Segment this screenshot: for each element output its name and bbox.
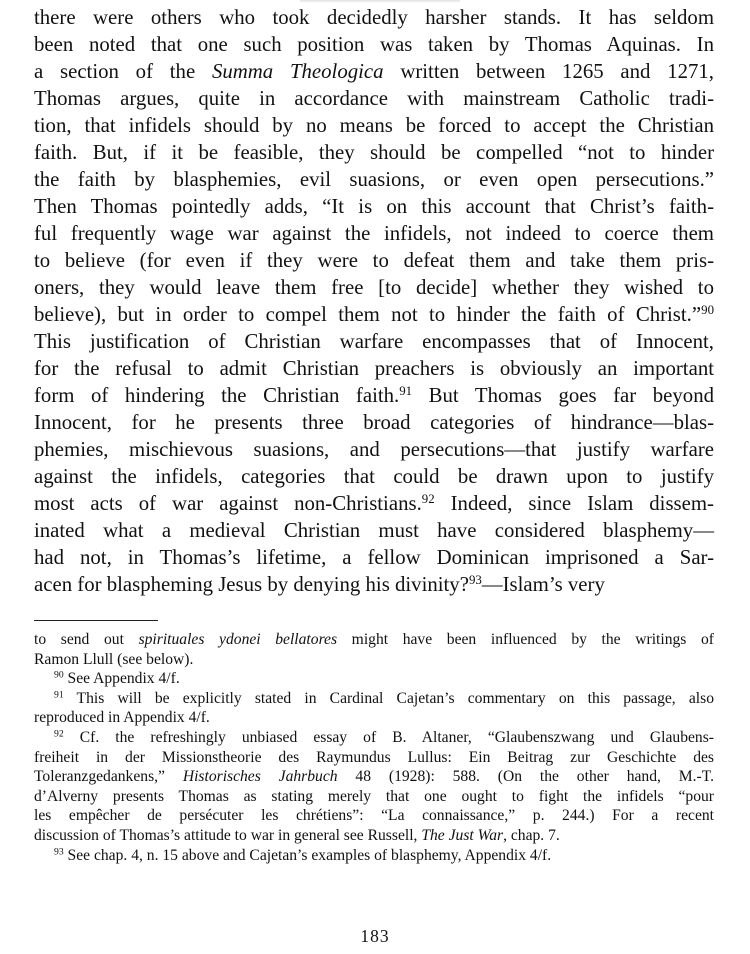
text-run: form of hindering the Christian faith. bbox=[34, 383, 400, 407]
footnote-line bbox=[34, 728, 714, 748]
footnote-ref: 91 bbox=[54, 689, 64, 701]
text-run: Thomas argues, quite in accordance with mainstream Catholic tradi- bbox=[34, 86, 714, 110]
italic-title: The Just War bbox=[421, 826, 504, 844]
footnote-line bbox=[34, 806, 714, 826]
text-run: a section of the bbox=[34, 59, 212, 83]
text-line bbox=[34, 168, 714, 192]
italic-title: Summa Theologica bbox=[211, 59, 384, 83]
footnote-line bbox=[34, 650, 714, 670]
text-run: Indeed, since Islam dissem- bbox=[434, 491, 714, 515]
text-run: for the refusal to admit Christian preachers is obviously an important bbox=[34, 356, 714, 380]
text-run: written between 1265 and 1271, bbox=[383, 59, 715, 83]
text-line bbox=[34, 33, 714, 57]
footnote-line bbox=[34, 787, 714, 807]
footnote-line bbox=[34, 748, 714, 768]
text-run: freiheit in der Missionstheorie des Raymundus Lullus: Ein Beitrag zur Geschichte des bbox=[34, 748, 714, 766]
text-line bbox=[34, 114, 714, 138]
footnote-line bbox=[34, 630, 714, 650]
footnote-ref: 90 bbox=[54, 669, 64, 681]
text-run: to believe (for even if they were to defeat them and take them pris- bbox=[34, 248, 714, 272]
text-line bbox=[34, 357, 714, 381]
italic-title: Historisches Jahrbuch bbox=[182, 768, 338, 786]
text-run: been noted that one such position was taken by Thomas Aquinas. In bbox=[34, 32, 714, 56]
text-run: Ramon Llull (see below). bbox=[34, 650, 194, 668]
footnote-ref: 93 bbox=[468, 572, 482, 587]
text-line bbox=[34, 249, 714, 273]
text-line bbox=[34, 303, 714, 327]
text-run: oners, they would leave them free [to decide] whether they wished to bbox=[34, 275, 714, 299]
text-run: d’Alverny presents Thomas as stating merely that one ought to fight the infidels “pour bbox=[34, 787, 714, 805]
text-line bbox=[34, 222, 714, 246]
text-run: 48 (1928): 588. (On the other hand, M.-T. bbox=[337, 768, 715, 786]
text-run: —Islam’s very bbox=[481, 572, 605, 596]
text-run: there were others who took decidedly harsher stands. It has seldom bbox=[34, 6, 714, 29]
text-run: , chap. 7. bbox=[503, 826, 560, 844]
text-run: might have been influenced by the writings of bbox=[337, 631, 714, 648]
text-run: Cf. the refreshingly unbiased essay of B. Altaner, “Glaubenszwang und Glaubens- bbox=[63, 728, 714, 746]
text-run: inated what a medieval Christian must have considered blasphemy— bbox=[34, 518, 714, 542]
footnote-line bbox=[34, 767, 714, 787]
text-line bbox=[34, 141, 714, 165]
text-line bbox=[34, 519, 714, 543]
text-run: Then Thomas pointedly adds, “It is on this account that Christ’s faith- bbox=[34, 194, 714, 218]
text-line bbox=[34, 465, 714, 489]
text-run: ful frequently wage war against the infidels, not indeed to coerce them bbox=[34, 221, 714, 245]
text-run: les empêcher de persécuter les chrétiens”: “La connaissance,” p. 244.) For a recent bbox=[34, 807, 714, 825]
text-run: faith. But, if it be feasible, they should be compelled “not to hinder bbox=[34, 140, 714, 164]
text-run: had not, in Thomas’s lifetime, a fellow Dominican imprisoned a Sar- bbox=[34, 545, 714, 569]
text-line bbox=[34, 195, 714, 219]
text-line bbox=[34, 60, 714, 84]
footnote-ref: 92 bbox=[421, 491, 435, 506]
italic-title: spirituales ydonei bellatores bbox=[138, 631, 338, 648]
text-run: Innocent, for he presents three broad categories of hindrance—blas- bbox=[34, 410, 714, 434]
text-line bbox=[34, 492, 714, 516]
text-run: tion, that infidels should by no means be forced to accept the Christian bbox=[34, 113, 714, 137]
footnote-ref: 93 bbox=[54, 846, 64, 858]
text-run: Toleranzgedankens,” bbox=[34, 768, 183, 786]
text-run: But Thomas goes far beyond bbox=[412, 383, 714, 407]
text-run: See chap. 4, n. 15 above and Cajetan’s examples of blasphemy, Appendix 4/f. bbox=[63, 846, 552, 864]
footnote-line bbox=[34, 689, 714, 709]
text-line bbox=[34, 438, 714, 462]
page-number: 183 bbox=[360, 926, 390, 946]
footnote-ref: 91 bbox=[399, 383, 413, 398]
footnote-ref: 92 bbox=[54, 728, 64, 740]
footnote-separator bbox=[34, 620, 158, 621]
text-line bbox=[34, 87, 714, 111]
text-line bbox=[34, 573, 714, 597]
text-run: This will be explicitly stated in Cardinal Cajetan’s commentary on this passage, also bbox=[63, 689, 714, 707]
text-run: believe), but in order to compel them not to hinder the faith of Christ.” bbox=[34, 302, 702, 326]
text-line bbox=[34, 411, 714, 435]
text-line bbox=[34, 6, 714, 30]
text-line bbox=[34, 276, 714, 300]
text-run: to send out bbox=[34, 631, 139, 648]
footnote-line bbox=[34, 708, 714, 728]
text-line bbox=[34, 546, 714, 570]
text-run: most acts of war against non-Christians. bbox=[34, 491, 422, 515]
text-run: reproduced in Appendix 4/f. bbox=[34, 709, 210, 727]
footnote-line bbox=[34, 846, 714, 866]
text-run: the faith by blasphemies, evil suasions, or even open persecutions.” bbox=[34, 167, 714, 191]
text-run: against the infidels, categories that could be drawn upon to justify bbox=[34, 464, 714, 488]
body-text bbox=[34, 0, 714, 597]
text-run: acen for blaspheming Jesus by denying his divinity? bbox=[34, 572, 469, 596]
text-run: See Appendix 4/f. bbox=[63, 670, 180, 688]
footnotes bbox=[34, 630, 714, 865]
footnote-line bbox=[34, 826, 714, 846]
footnote-ref: 90 bbox=[701, 302, 714, 317]
text-run: discussion of Thomas’s attitude to war in general see Russell, bbox=[34, 826, 422, 844]
footnote-line bbox=[34, 669, 714, 689]
text-line bbox=[34, 384, 714, 408]
text-line bbox=[34, 330, 714, 354]
text-run: phemies, mischievous suasions, and persecutions—that justify warfare bbox=[34, 437, 714, 461]
text-run: This justification of Christian warfare encompasses that of Innocent, bbox=[34, 329, 714, 353]
